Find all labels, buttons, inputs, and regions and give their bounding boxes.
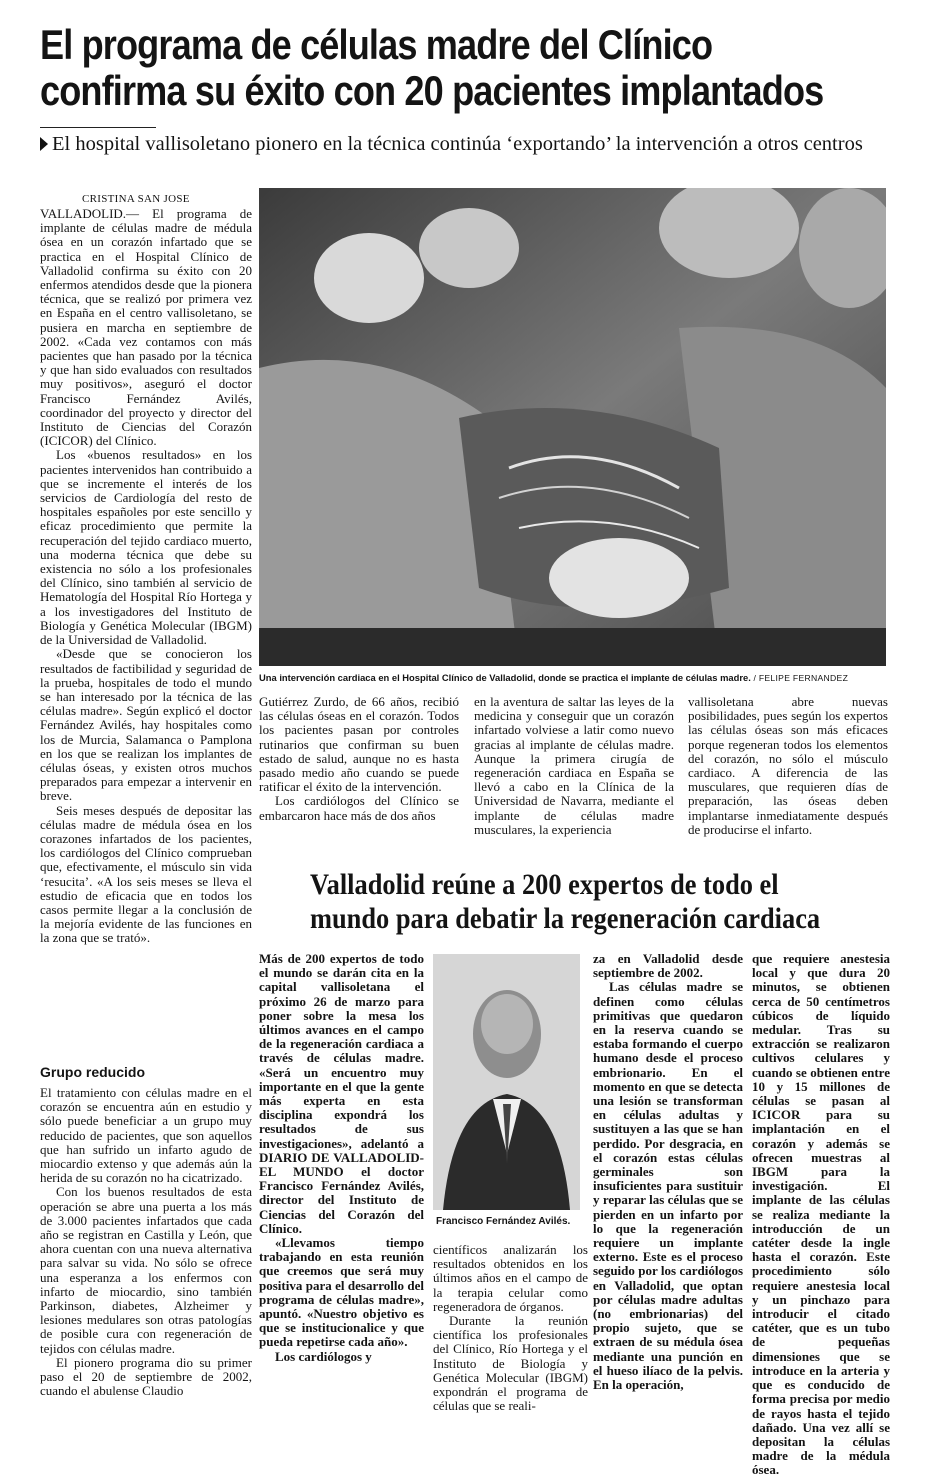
surgery-illustration [259,188,886,666]
paragraph: «Llevamos tiempo trabajando en esta reunión que creemos que será muy positiva para el desarrollo del programa de células madre», apuntó. «Nuestro objetivo es que se institucionalice y que pueda repetirse cada año». [259,1235,424,1350]
paragraph: Los cardiólogos y [275,1348,372,1364]
mid-column-1 [259,695,459,823]
second-column-1 [259,952,424,1364]
byline: CRISTINA SAN JOSE [82,193,190,205]
second-headline-line-2: mundo para debatir la regeneración cardiaca [310,902,821,935]
portrait-illustration [433,954,580,1210]
paragraph: Más de 200 expertos de todo el mundo se darán cita en la capital vallisoletana el próximo 26 de marzo para poner sobre la mesa los últimos avances en el campo de la regeneración cardiaca a través de células madre. «Será un encuentro muy importante en el que la gente más experta en esta disciplina expondrá los resultados de sus investigaciones», adelantó a DIARIO DE VALLADOLID-EL MUNDO el doctor Francisco Fernández Avilés, director del Instituto de Ciencias del Corazón del Clínico. [259,951,424,1236]
subheadline-text: El hospital vallisoletano pionero en la técnica continúa ‘exportando’ la intervención a otros centros [52,133,863,155]
paragraph: Con los buenos resultados de esta operación se abre una puerta a los más de 3.000 pacientes infartados que cada año se registran en Castilla y León, que ahora cuentan con una nueva alternativa para salvar su vida. No sólo se ofrece una esperanza a los enfermos con infarto de miocardio, sino también Parkinson, diabetes, Alzheimer y lesiones medulares son otras patologías de posible cura con regeneración de tejidos con células madre. [40,1184,252,1356]
paragraph: en la aventura de saltar las leyes de la medicina y conseguir que un corazón infartado volviese a latir como nuevo gracias al implante de células madre. Aunque la primera cirugía de regeneración cardiaca en España se llevó a cabo en la Clínica de la Universidad de Navarra, mediante el implante de células madre musculares, la experiencia [474,694,674,837]
surgery-photo [259,188,886,666]
headline-line-1: El programa de células madre del Clínico [40,21,713,68]
photo-caption [259,672,848,683]
second-column-3 [593,952,743,1392]
section-heading: Grupo reducido [40,1064,145,1080]
portrait-caption: Francisco Fernández Avilés. [436,1216,571,1227]
headline-line-2: confirma su éxito con 20 pacientes implantados [40,67,824,114]
rule [40,127,156,128]
arrow-icon [40,137,48,151]
paragraph: Seis meses después de depositar las células madre de médula ósea en los corazones infartados de los pacientes, los cardiólogos del Clínico comprueban que, efectivamente, el músculo sin vida ‘resucita’. «A los seis meses se lleva el estudio de eficacia que en todos los casos permite llegar a la conclusión de la mejoría evidente de las funciones en la zona que se trató». [40,802,252,946]
second-headline [310,868,820,936]
paragraph: VALLADOLID.— El programa de implante de células madre de médula ósea en un corazón infartado que se practica en el Hospital Clínico de Valladolid confirma su éxito con 20 enfermos atendidos desde que la pionera técnica, que se realizó por primera vez en España en el centro vallisoletano, se pusiera en marcha en septiembre de 2002. «Cada vez contamos con más pacientes que han pasado por la técnica y que han sido evaluados con resultados muy positivos», aseguró el doctor Francisco Fernández Avilés, coordinador del proyecto y director del Instituto de Ciencias del Corazón (ICICOR) del Clínico. [40,206,252,449]
paragraph: Los «buenos resultados» en los pacientes intervenidos han contribuido a que se incremente el interés de los servicios de Cardiología del resto de hospitales españoles por este sencillo y eficaz procedimiento que permite la recuperación del tejido cardiaco muerto, una moderna técnica que debe su existencia no sólo a los profesionales del Clínico, sino también al servicio de Hematología del Hospital Río Hortega y a los investigadores del Instituto de Biología y Genética Molecular (IBGM) de la Universidad de Valladolid. [40,447,252,648]
second-column-2 [433,1243,588,1413]
second-headline-line-1: Valladolid reúne a 200 expertos de todo el [310,868,779,901]
second-column-4 [752,952,890,1478]
paragraph: Durante la reunión científica los profesionales del Clínico, Río Hortega y el Instituto de Biología y Genética Molecular (IBGM) expondrán el programa de células que se reali- [433,1313,588,1414]
paragraph: El pionero programa dio su primer paso el 20 de septiembre de 2002, cuando el abulense Claudio [40,1354,252,1399]
photo-credit: / FELIPE FERNANDEZ [753,673,849,683]
mid-column-3 [688,695,888,837]
paragraph: Los cardiólogos del Clínico se embarcaron hace más de dos años [259,793,459,823]
portrait-photo [433,954,580,1210]
main-column-left [40,207,252,946]
paragraph: «Desde que se conocieron los resultados de factibilidad y seguridad de la prueba, hospitales de todo el mundo se han interesado por la técnica de las células madre». Según explicó el doctor Fernández Avilés, hay hospitales como los de Murcia, Salamanca o Pamplona en los que se realizan los implantes de células óseas, y existen otros muchos preparados para empezar a intervenir en breve. [40,646,252,804]
paragraph: za en Valladolid desde septiembre de 2002. [593,951,743,981]
paragraph: Gutiérrez Zurdo, de 66 años, recibió las células óseas en el corazón. Todos los pacientes pasan por controles rutinarios que confirman su buen estado de salud, aunque no es hasta pasado medio año cuando se puede ratificar el éxito de la intervención. [259,694,459,795]
paragraph: Las células madre se definen como células primitivas que quedaron en la reserva cuando se estaba formando el cuerpo humano desde el proceso embrionario. En el momento en que se detecta una lesión se transforman en células adultas y sustituyen a las que se han perdido. Por desgracia, en el corazón estas células germinales son insuficientes para sustituir y reparar las células que se pierden en un infarto por lo que la regeneración requiere un implante externo. Este es el proceso seguido por los cardiólogos en Valladolid, que optan por células madre adultas (no embrionarias) del propio sujeto, que se extraen de su médula ósea mediante una punción en el hueso ilíaco de la pelvis. En la operación, [593,979,743,1393]
paragraph: que requiere anestesia local y que dura 20 minutos, se obtienen cerca de 50 centímetros cúbicos de líquido medular. Tras su extracción se realizaron cultivos celulares y cuando se obtienen entre 10 y 15 millones de células se pasan al ICICOR para su implantación en el corazón y además se ofrecen muestras al IBGM para la investigación. El implante de las células se realiza mediante la introducción de un catéter desde la ingle hasta el corazón. Este procedimiento sólo requiere anestesia local y un pinchazo para introducir el citado catéter, que es un tubo de pequeñas dimensiones que se introduce en la arteria y que es conducido de forma precisa por medio de rayos hasta el tejido dañado. Una vez allí se depositan la células madre de la médula ósea. [752,951,890,1478]
mid-column-2 [474,695,674,837]
paragraph: El tratamiento con células madre en el corazón se encuentra aún en estudio y sólo puede beneficiar a un grupo muy reducido de pacientes, que son aquellos que han sufrido un infarto agudo de miocardio extenso y que además aún la herida de su corazón no ha cicatrizado. [40,1085,252,1186]
paragraph: científicos analizarán los resultados obtenidos en los últimos años en el campo de la terapia celular como regeneradora de órganos. [433,1242,588,1314]
headline [40,21,824,114]
subheadline [40,132,900,156]
paragraph: vallisoletana abre nuevas posibilidades, pues según los expertos las células óseas son más eficaces porque regeneran todos los elementos del corazón, no sólo el músculo cardiaco. A diferencia de las musculares, que requieren días de preparación, las óseas deben implantarse inmediatamente después de producirse el infarto. [688,694,888,837]
grupo-column [40,1086,252,1398]
photo-caption-text: Una intervención cardiaca en el Hospital Clínico de Valladolid, donde se practica el implante de células madre. [259,672,751,683]
